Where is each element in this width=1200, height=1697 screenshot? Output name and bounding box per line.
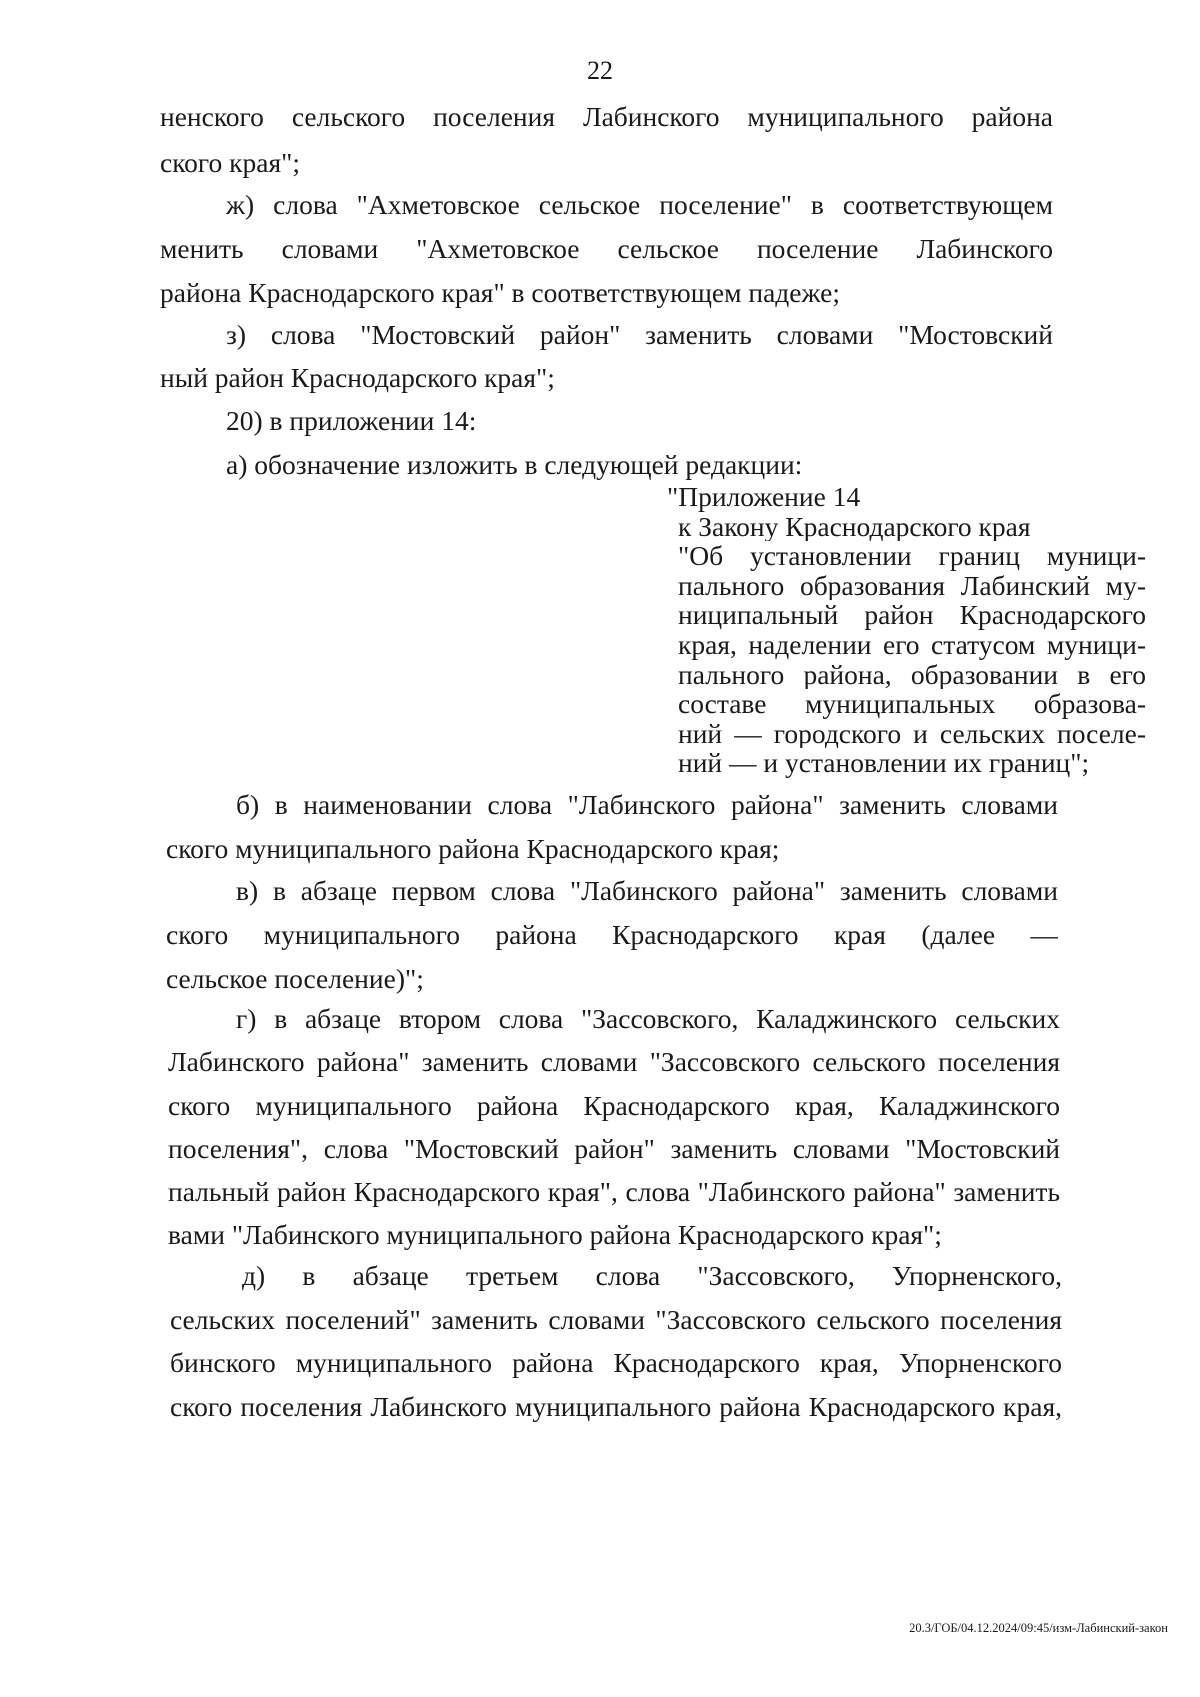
appendix-line: ниципальный район Краснодарского bbox=[678, 600, 1146, 630]
text-line: сельское поселение)"; bbox=[166, 963, 424, 994]
page-number: 22 bbox=[587, 56, 613, 85]
appendix-line: составе муниципальных образова- bbox=[678, 689, 1146, 719]
text-line: ный район Краснодарского края"; bbox=[160, 362, 555, 393]
text-line: 20) в приложении 14: bbox=[226, 405, 477, 436]
text-line: ского муниципального района Краснодарского края; bbox=[166, 833, 780, 864]
text-line: вами "Лабинского муниципального района Краснодарского края"; bbox=[168, 1219, 942, 1250]
appendix-line: к Закону Краснодарского края bbox=[678, 511, 1031, 542]
appendix-line: ний — городского и сельских поселе- bbox=[678, 718, 1146, 749]
text-line: б) в наименовании слова "Лабинского района" заменить словами bbox=[236, 789, 1058, 820]
appendix-designation bbox=[667, 482, 1146, 778]
text-line: ского муниципального района Краснодарского края (далее — bbox=[166, 919, 1058, 950]
text-line: ского края"; bbox=[160, 147, 300, 178]
document-footer-code: 20.3/ГОБ/04.12.2024/09:45/изм-Лабинский-закон bbox=[909, 1621, 1168, 1635]
text-line: ж) слова "Ахметовское сельское поселение" в соответствующем bbox=[226, 189, 1053, 220]
text-line: г) в абзаце втором слова "Зассовского, Каладжинского сельских bbox=[236, 1003, 1060, 1034]
appendix-line: пального района, образовании в его bbox=[678, 659, 1146, 690]
text-line: района Краснодарского края" в соответствующем падеже; bbox=[160, 277, 840, 308]
text-line: з) слова "Мостовский район" заменить словами "Мостовский bbox=[226, 319, 1053, 350]
appendix-line: края, наделении его статусом муници- bbox=[678, 629, 1146, 660]
appendix-line: ний — и установлении их границ"; bbox=[678, 748, 1090, 778]
text-line: д) в абзаце третьем слова "Зассовского, Упорненского, bbox=[242, 1260, 1062, 1291]
text-line: в) в абзаце первом слова "Лабинского района" заменить словами bbox=[236, 875, 1058, 906]
appendix-line: "Об установлении границ муници- bbox=[678, 541, 1146, 571]
text-line: бинского муниципального района Краснодарского края, Упорненского bbox=[170, 1347, 1062, 1378]
text-line: а) обозначение изложить в следующей редакции: bbox=[226, 449, 803, 480]
text-line: ского поселения Лабинского муниципального района Краснодарского края, bbox=[170, 1391, 1062, 1422]
text-line: менить словами "Ахметовское сельское поселение Лабинского bbox=[160, 233, 1053, 264]
text-line: поселения", слова "Мостовский район" заменить словами "Мостовский bbox=[168, 1133, 1060, 1164]
text-line: сельских поселений" заменить словами "Зассовского сельского поселения bbox=[170, 1304, 1062, 1335]
text-line: ненского сельского поселения Лабинского муниципального района bbox=[160, 101, 1053, 132]
appendix-line: "Приложение 14 bbox=[667, 482, 861, 512]
text-line: ского муниципального района Краснодарского края, Каладжинского bbox=[168, 1090, 1060, 1121]
text-line: пальный район Краснодарского края", слова "Лабинского района" заменить bbox=[168, 1176, 1060, 1207]
text-line: Лабинского района" заменить словами "Зассовского сельского поселения bbox=[168, 1046, 1060, 1077]
appendix-line: пального образования Лабинский му- bbox=[678, 570, 1146, 601]
